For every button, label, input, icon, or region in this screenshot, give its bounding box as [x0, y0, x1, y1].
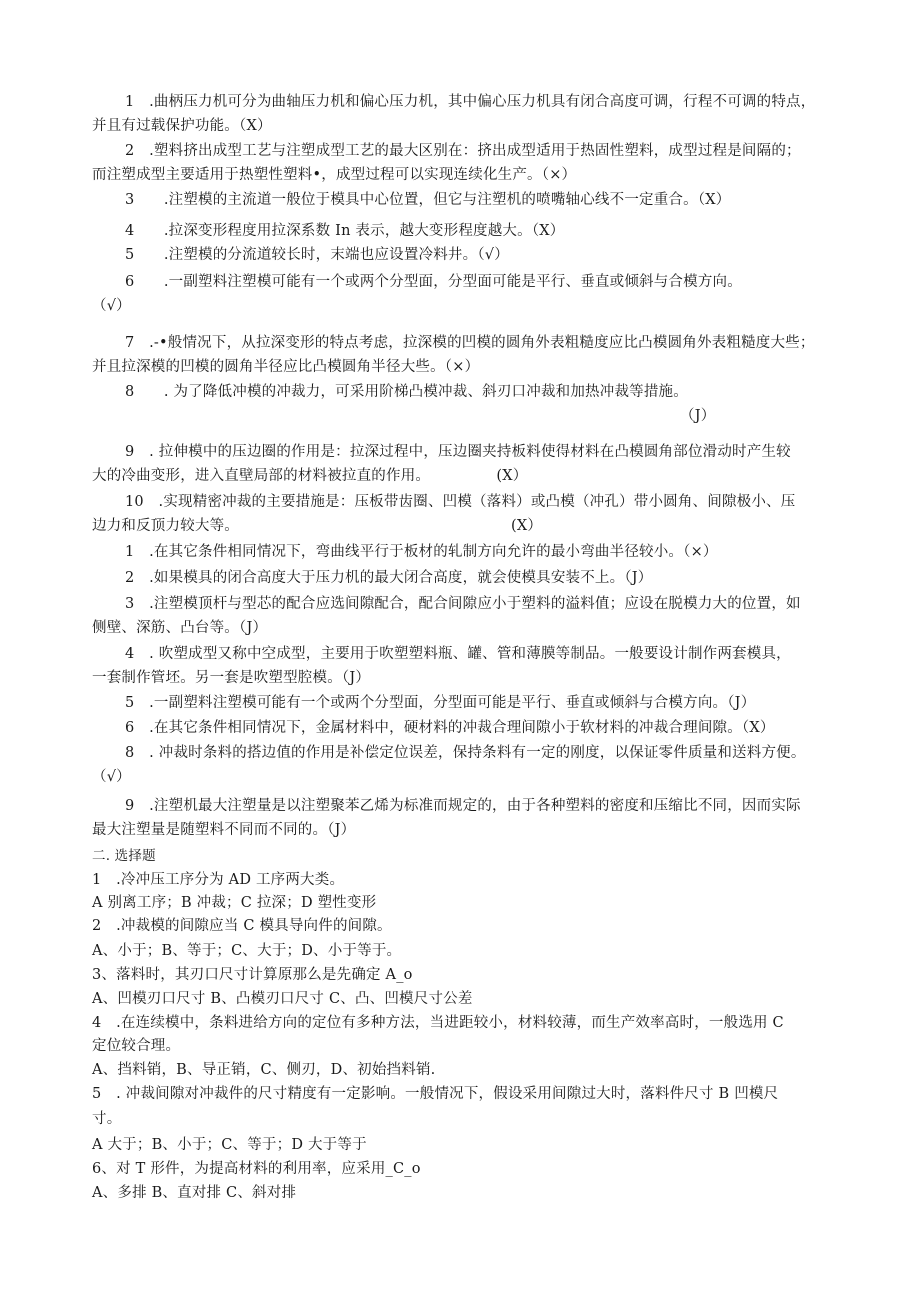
choice-q6: 6、对 T 形件，为提高材料的利用率，应采用_C_o [92, 1161, 421, 1177]
tf2-item-3-line-1: 3 .注塑模顶杆与型芯的配合应选间隙配合，配合间隙应小于塑料的溢料值；应设在脱模力大的位置，如 [125, 596, 801, 612]
choice-q4-line-2: 定位较合理。 [92, 1038, 181, 1054]
tf2-item-4-line-2: 一套制作管坯。另一套是吹塑型腔模。（J） [92, 670, 371, 686]
tf1-item-9-line-2: 大的冷曲变形，进入直壁局部的材料被拉直的作用。 (X） [92, 468, 528, 484]
section-heading-choice: 二. 选择题 [92, 848, 156, 864]
tf2-item-8-line-2: （√） [92, 769, 131, 785]
tf1-item-4: 4 .拉深变形程度用拉深系数 In 表示，越大变形程度越大。（X） [125, 223, 565, 239]
choice-q1: 1 .冷冲压工序分为 AD 工序两大类。 [92, 872, 345, 888]
tf2-item-8-line-1: 8 . 冲裁时条料的搭边值的作用是补偿定位误差，保持条料有一定的刚度，以保证零件质量和送料方便。 [125, 745, 806, 761]
tf1-item-1-line-1: 1 .曲柄压力机可分为曲轴压力机和偏心压力机，其中偏心压力机具有闭合高度可调，行程不可调的特点， [125, 94, 816, 110]
tf1-item-3: 3 .注塑模的主流道一般位于模具中心位置，但它与注塑机的喷嘴轴心线不一定重合。（X） [125, 192, 731, 208]
tf1-item-2-line-1: 2 .塑料挤出成型工艺与注塑成型工艺的最大区别在：挤出成型适用于热固性塑料，成型过程是间隔的； [125, 143, 801, 159]
tf2-item-9-line-2: 最大注塑量是随塑料不同而不同的。（J） [92, 822, 356, 838]
choice-q5-line-2: 寸。 [92, 1111, 122, 1127]
choice-q4-options: A、挡料销，B、导正销，C、侧刃，D、初始挡料销. [92, 1062, 436, 1078]
choice-q6-options: A、多排 B、直对排 C、斜对排 [92, 1185, 297, 1201]
choice-q5-options: A 大于；B、小于；C、等于；D 大于等于 [92, 1137, 367, 1153]
choice-q4-line-1: 4 .在连续模中，条料进给方向的定位有多种方法，当进距较小，材料较薄，而生产效率高时，一般选用 C [92, 1015, 784, 1031]
tf1-item-10-line-2: 边力和反顶力较大等。 (X） [92, 518, 543, 534]
choice-q1-options: A 别离工序；B 冲裁；C 拉深；D 塑性变形 [92, 895, 377, 911]
tf2-item-9-line-1: 9 .注塑机最大注塑量是以注塑聚苯乙烯为标准而规定的，由于各种塑料的密度和压缩比不同，因而实际 [125, 798, 801, 814]
tf1-item-9-line-1: 9 . 拉伸模中的压边圈的作用是：拉深过程中，压边圈夹持板料使得材料在凸模圆角部位滑动时产生较 [125, 444, 791, 460]
tf1-item-8-line-2: （J） [680, 408, 716, 424]
choice-q5-line-1: 5 . 冲裁间隙对冲裁件的尺寸精度有一定影响。一般情况下，假设采用间隙过大时，落料件尺寸 B 凹模尺 [92, 1086, 779, 1102]
choice-q3-options: A、凹模刃口尺寸 B、凸模刃口尺寸 C、凸、凹模尺寸公差 [92, 991, 473, 1007]
tf2-item-3-line-2: 侧壁、深筋、凸台等。（J） [92, 620, 268, 636]
tf1-item-8-line-1: 8 . 为了降低冲模的冲裁力，可采用阶梯凸模冲裁、斜刃口冲裁和加热冲裁等措施。 [125, 384, 688, 400]
choice-q2: 2 .冲裁模的间隙应当 C 模具导向件的间隙。 [92, 918, 392, 934]
tf1-item-10-line-1: 10 .实现精密冲裁的主要措施是：压板带齿圈、凹模（落料）或凸模（冲孔）带小圆角、间隙极小、压 [125, 494, 796, 510]
tf1-item-1-line-2: 并且有过载保护功能。（X） [92, 118, 272, 134]
tf1-item-2-line-2: 而注塑成型主要适用于热塑性塑料•，成型过程可以实现连续化生产。（×） [92, 167, 577, 183]
tf1-item-6-line-1: 6 .一副塑料注塑模可能有一个或两个分型面，分型面可能是平行、垂直或倾斜与合模方向。 [125, 274, 742, 290]
tf2-item-1: 1 .在其它条件相同情况下，弯曲线平行于板材的轧制方向允许的最小弯曲半径较小。（×） [125, 544, 718, 560]
choice-q3: 3、落料时，其刃口尺寸计算原那么是先确定 A_o [92, 967, 413, 983]
tf2-item-6: 6 .在其它条件相同情况下，金属材料中，硬材料的冲裁合理间隙小于软材料的冲裁合理间隙。（X） [125, 720, 775, 736]
tf1-item-7-line-2: 并且拉深模的凹模的圆角半径应比凸模圆角半径大些。（×） [92, 359, 480, 375]
tf1-item-5: 5 .注塑模的分流道较长时，末端也应设置冷料井。（√） [125, 247, 509, 263]
tf2-item-4-line-1: 4 . 吹塑成型又称中空成型，主要用于吹塑塑料瓶、罐、管和薄膜等制品。一般要设计制作两套模具， [125, 646, 791, 662]
choice-q2-options: A、小于；B、等于；C、大于；D、小于等于。 [92, 943, 402, 959]
tf1-item-7-line-1: 7 .-•般情况下，从拉深变形的特点考虑，拉深模的凹模的圆角外表粗糙度应比凸模圆角外表粗糙度大些； [125, 335, 815, 351]
tf2-item-5: 5 .一副塑料注塑模可能有一个或两个分型面，分型面可能是平行、垂直或倾斜与合模方向。（J） [125, 695, 756, 711]
tf1-item-6-line-2: （√） [92, 298, 131, 314]
tf2-item-2: 2 .如果模具的闭合高度大于压力机的最大闭合高度，就会使模具安装不上。（J） [125, 570, 653, 586]
